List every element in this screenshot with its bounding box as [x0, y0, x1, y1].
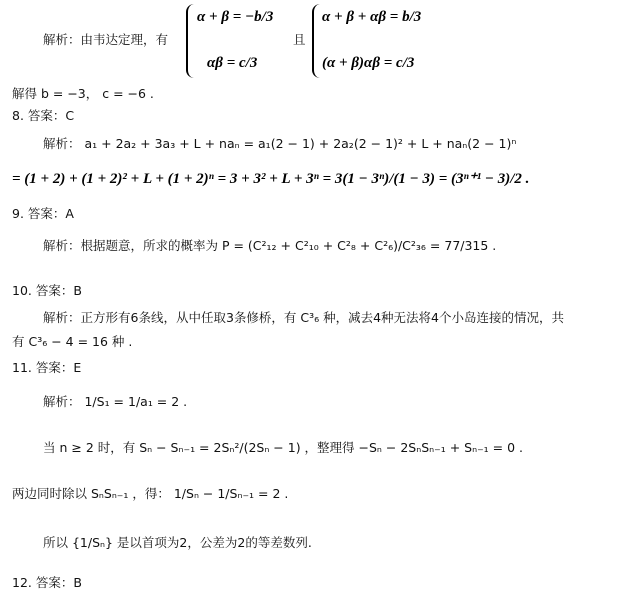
- analysis-11-line-1: 解析： 1/S₁ = 1/a₁ = 2 .: [43, 394, 188, 409]
- answer-10: 10. 答案：B: [12, 283, 82, 298]
- answer-8: 8. 答案：C: [12, 108, 75, 123]
- left-brace-system-1: [186, 4, 196, 78]
- equation-sum-times-product: (α + β)αβ = c/3: [322, 55, 415, 71]
- analysis-8-line-2: = (1 + 2) + (1 + 2)² + L + (1 + 2)ⁿ = 3 + 3² + L + 3ⁿ = 3(1 − 3ⁿ)/(1 − 3) = (3ⁿ⁺¹ − 3)/2 .: [12, 171, 530, 187]
- analysis-11-line-4: 所以 {1/Sₙ} 是以首项为2，公差为2的等差数列.: [43, 535, 312, 550]
- solution-b-c: 解得 b = −3， c = −6 .: [12, 86, 154, 101]
- analysis-8-line-1: 解析： a₁ + 2a₂ + 3a₃ + L + naₙ = a₁(2 − 1) + 2a₂(2 − 1)² + L + naₙ(2 − 1)ⁿ: [43, 136, 517, 151]
- analysis-10-line-1: 解析：正方形有6条线，从中任取3条修桥，有 C³₆ 种，减去4种无法将4个小岛连接的情况，共: [43, 310, 565, 325]
- and-label: 且: [293, 32, 306, 47]
- analysis-9: 解析：根据题意，所求的概率为 P = (C²₁₂ + C²₁₀ + C²₈ + C²₆)/C²₃₆ = 77/315 .: [43, 238, 497, 253]
- equation-sum: α + β = −b/3: [197, 9, 274, 25]
- answer-9: 9. 答案：A: [12, 206, 74, 221]
- analysis-vieta-intro: 解析：由韦达定理，有: [43, 32, 169, 47]
- analysis-11-line-3: 两边同时除以 SₙSₙ₋₁ ，得： 1/Sₙ − 1/Sₙ₋₁ = 2 .: [12, 486, 289, 501]
- equation-product: αβ = c/3: [207, 55, 258, 71]
- answer-12: 12. 答案：B: [12, 575, 82, 590]
- analysis-11-line-2: 当 n ≥ 2 时，有 Sₙ − Sₙ₋₁ = 2Sₙ²/(2Sₙ − 1) ，整理得 −Sₙ − 2SₙSₙ₋₁ + Sₙ₋₁ = 0 .: [43, 440, 523, 455]
- left-brace-system-2: [312, 4, 322, 78]
- analysis-10-line-2: 有 C³₆ − 4 = 16 种 .: [12, 334, 133, 349]
- equation-sum-plus-product: α + β + αβ = b/3: [322, 9, 422, 25]
- answer-11: 11. 答案：E: [12, 360, 82, 375]
